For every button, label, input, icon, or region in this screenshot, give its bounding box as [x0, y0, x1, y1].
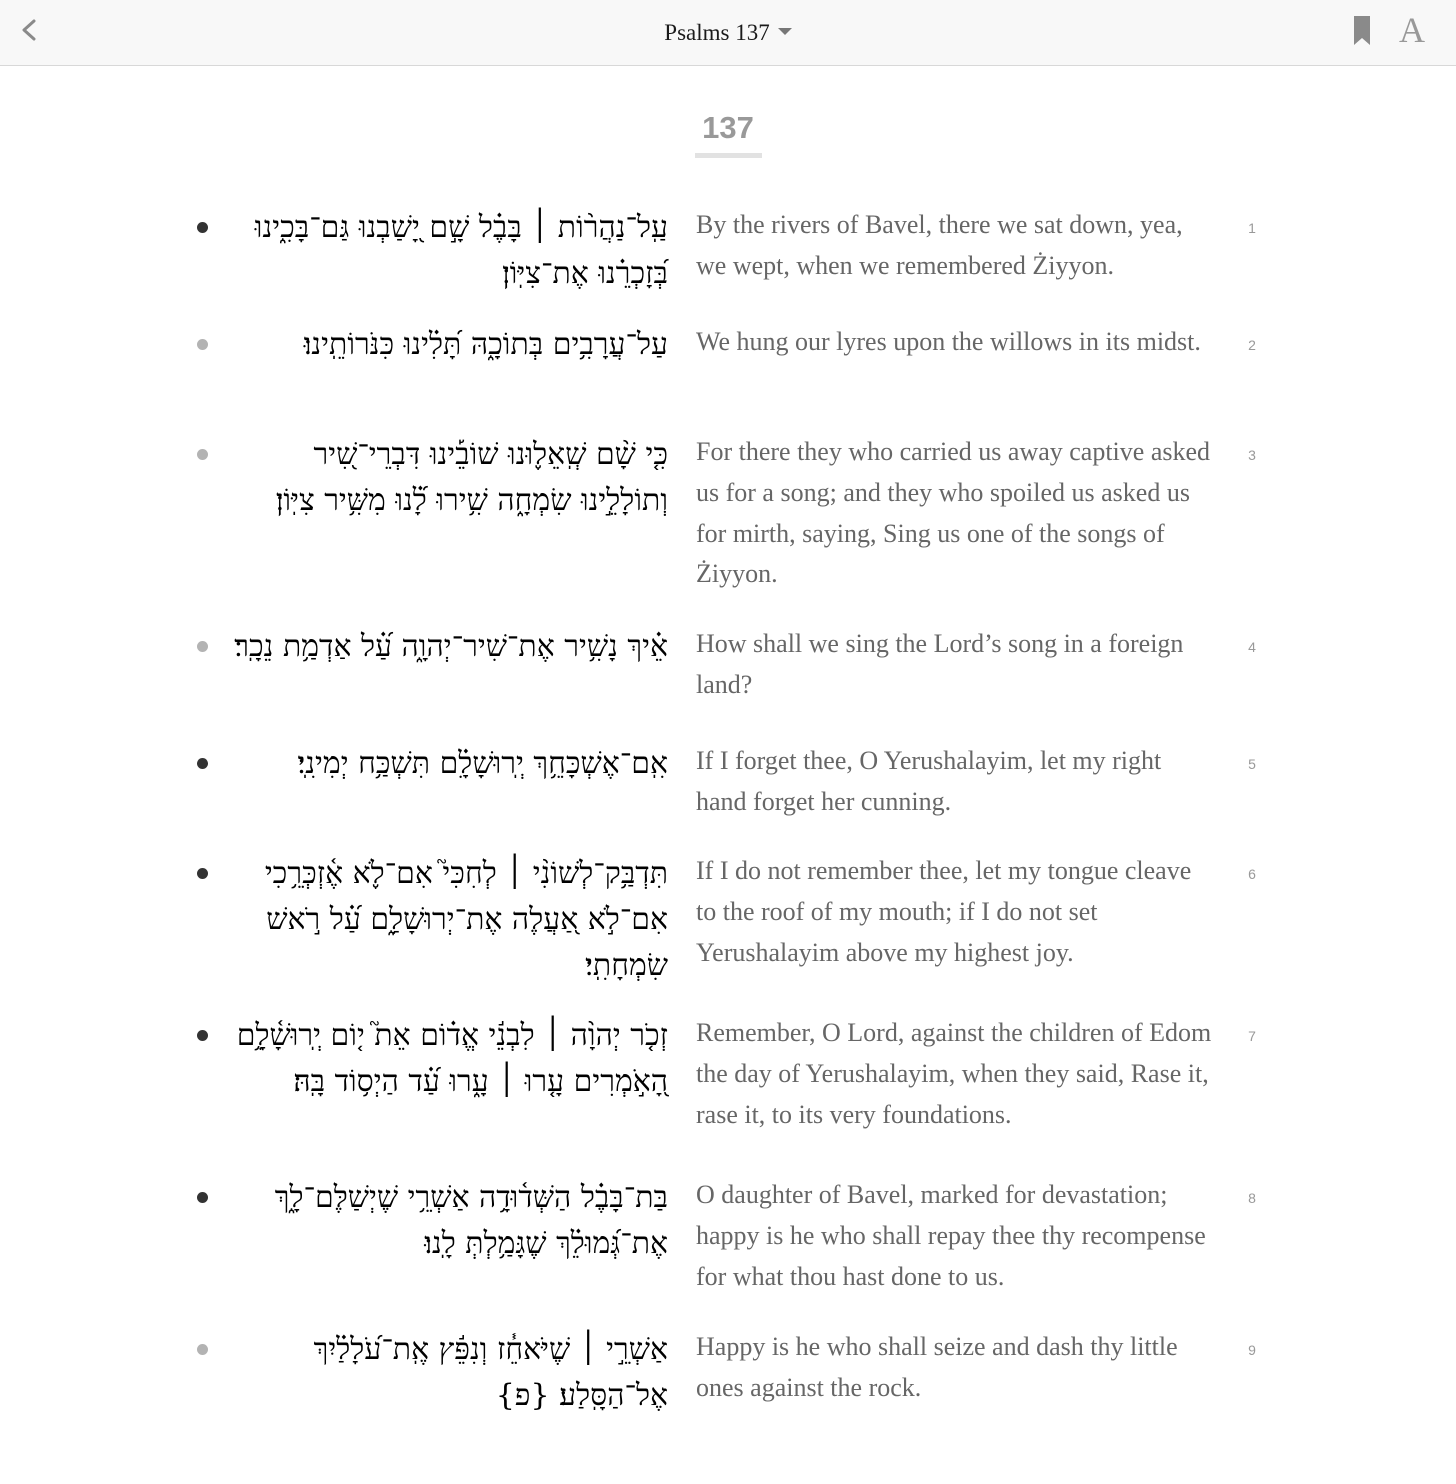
chapter-selector-button[interactable] — [664, 17, 791, 49]
verse-marker-dot — [197, 868, 208, 879]
verse-english-text: Remember, O Lord, against the children of Edom the day of Yerushalayim, when they said, Rase it, rase it, to its very foundations. — [696, 1018, 1212, 1129]
verse-number: 6 — [1248, 866, 1256, 882]
verse-number: 2 — [1248, 337, 1256, 353]
verse-marker-dot — [197, 1344, 208, 1355]
verse-marker-dot — [197, 758, 208, 769]
verse-marker-dot — [197, 339, 208, 350]
verse-number: 1 — [1248, 220, 1256, 236]
caret-down-icon — [778, 28, 792, 35]
verse-number: 9 — [1248, 1342, 1256, 1358]
verse-english-text: How shall we sing the Lord’s song in a foreign land? — [696, 629, 1184, 699]
verse-hebrew-text: אֵ֗יךְ נָשִׁ֥יר אֶת־שִׁיר־יְהוָ֑ה עַ֝֗ל אַדְמַ֥ת נֵכָֽר׃ — [234, 629, 668, 664]
verse-hebrew-text: זְכֹ֤ר יְהוָ֨ה ׀ לִבְנֵ֬י אֱד֗וֹם אֵת֮ י֤וֹם יְֽרוּשָׁ֫לִָ֥ם הָ֭אֹ֣מְרִים עָ֤רוּ ׀ עָ֑רוּ עַ֝֗ד הַיְס֥וֹד בָּֽהּ׃ — [236, 1018, 668, 1099]
verse-number: 5 — [1248, 756, 1256, 772]
verse-marker-dot — [197, 449, 208, 460]
verse-hebrew-text: אַשְׁרֵ֣י ׀ שֶׁיֹּאחֵ֓ז וְנִפֵּ֬ץ אֶֽת־עֹ֝לָלַ֗יִךְ אֶל־הַסָּֽלַע׃ {פ} — [313, 1332, 668, 1413]
verse-hebrew-text: עַל־עֲרָבִ֥ים בְּתוֹכָ֑הּ תָּ֝לִ֗ינוּ כִּנֹּרוֹתֵֽינוּ׃ — [303, 327, 668, 362]
chapter-underline — [695, 153, 762, 158]
top-nav-bar — [0, 0, 1456, 66]
verse-english-text: We hung our lyres upon the willows in its midst. — [696, 327, 1201, 356]
verse-marker-dot — [197, 1192, 208, 1203]
font-size-icon: A — [1399, 10, 1425, 50]
verse-hebrew-text: כִּ֤י שָׁ֨ם שְֽׁאֵל֪וּנוּ שׁוֹבֵ֡ינוּ דִּבְרֵי־שִׁ֭יר וְתוֹלָלֵ֣ינוּ שִׂמְחָ֑ה שִׁ֥ירוּ לָ֝֗נוּ מִשִּׁ֥יר צִיּֽוֹן׃ — [275, 437, 668, 518]
font-settings-button[interactable] — [1394, 9, 1430, 51]
verse-hebrew-text: עַֽל־נַהֲר֨וֹת ׀ בָּבֶ֗ל שָׁ֣ם יָ֭שַׁבְנוּ גַּם־בָּכִ֑ינוּ בְּ֝זָכְרֵ֗נוּ אֶת־צִיּֽוֹן׃ — [254, 210, 668, 291]
chapter-number: 137 — [702, 110, 754, 145]
verse-english-text: If I do not remember thee, let my tongue cleave to the roof of my mouth; if I do not set Yerushalayim above my highest joy. — [696, 856, 1192, 967]
verse-english-text: If I forget thee, O Yerushalayim, let my right hand forget her cunning. — [696, 746, 1162, 816]
verse-marker-dot — [197, 222, 208, 233]
verse-english-text: O daughter of Bavel, marked for devastation; happy is he who shall repay thee thy recompense for what thou hast done to us. — [696, 1180, 1206, 1291]
verse-hebrew-text: תִּדְבַּ֥ק־לְשׁוֹנִ֨י ׀ לְחִכִּי֮ אִם־לֹ֪א אֶ֫זְכְּרֵ֥כִי אִם־לֹ֣א אַ֭עֲלֶה אֶת־יְרוּשָׁלִַ֑ם עַ֝֗ל רֹ֣אשׁ שִׂמְחָתִֽי׃ — [264, 856, 668, 983]
bookmark-icon — [1350, 14, 1376, 48]
verse-hebrew-text: בַּת־בָּבֶ֗ל הַשְּׁד֫וּדָ֥ה אַשְׁרֵ֥י שֶׁיְשַׁלֶּם־לָ֑ךְ אֶת־גְּ֝מוּלֵ֗ךְ שֶׁגָּמַ֥לְתְּ לָֽנוּ׃ — [274, 1180, 668, 1261]
verse-number: 7 — [1248, 1028, 1256, 1044]
title-container — [0, 17, 1456, 49]
verse-marker-dot — [197, 641, 208, 652]
verse-english-text: By the rivers of Bavel, there we sat down, yea, we wept, when we remembered Żiyyon. — [696, 210, 1183, 280]
verse-number: 8 — [1248, 1190, 1256, 1206]
bookmark-button[interactable] — [1350, 14, 1376, 48]
verse-number: 3 — [1248, 447, 1256, 463]
verse-marker-dot — [197, 1030, 208, 1041]
verse-number: 4 — [1248, 639, 1256, 655]
verse-hebrew-text: אִֽם־אֶשְׁכָּחֵ֥ךְ יְֽרוּשָׁלִָ֗ם תִּשְׁכַּ֥ח יְמִינִֽי׃ — [297, 746, 668, 781]
verse-english-text: Happy is he who shall seize and dash thy little ones against the rock. — [696, 1332, 1178, 1402]
verse-english-text: For there they who carried us away captive asked us for a song; and they who spoiled us asked us for mirth, saying, Sing us one of the songs of Żiyyon. — [696, 437, 1211, 589]
chapter-heading — [0, 106, 1456, 150]
page-title: Psalms 137 — [664, 20, 770, 45]
